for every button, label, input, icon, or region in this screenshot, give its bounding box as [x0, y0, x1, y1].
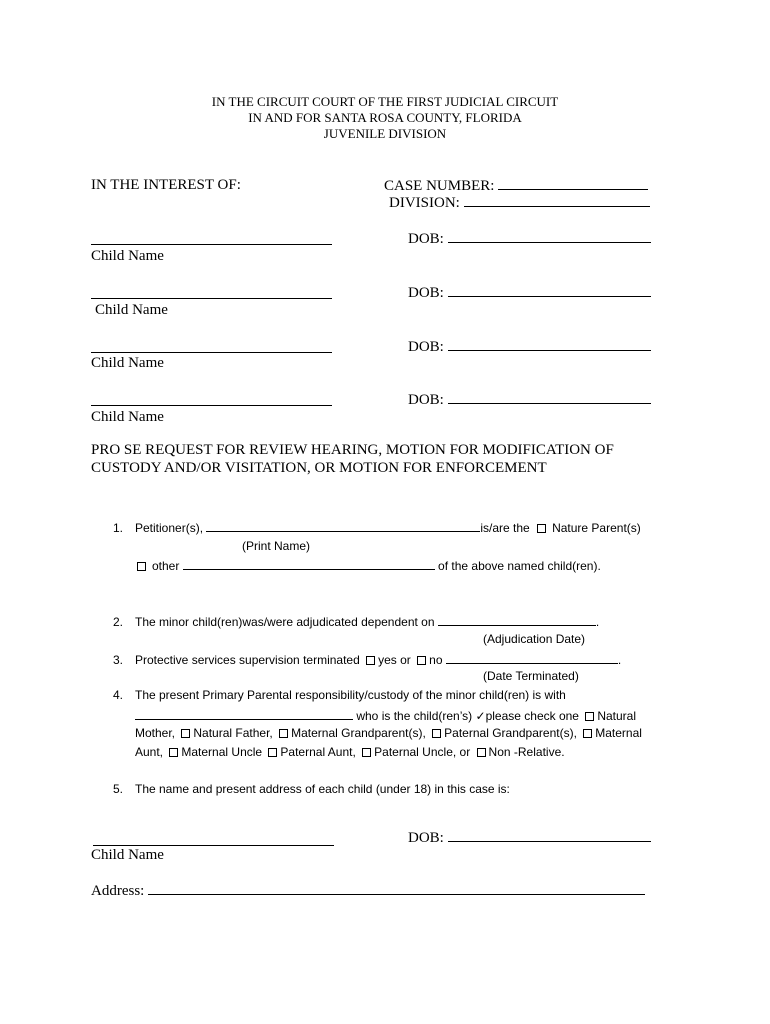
item-5-number: 5.: [113, 782, 124, 796]
court-header-line3: JUVENILE DIVISION: [323, 126, 447, 141]
item-4-line3: Mother, Natural Father, Maternal Grandparent(s), Paternal Grandparent(s), Maternal: [135, 726, 642, 740]
checkmark-icon: ✓: [475, 709, 486, 723]
item-1-number: 1.: [113, 521, 124, 535]
child-name-label-2: Child Name: [95, 302, 168, 318]
maternal-uncle-checkbox[interactable]: [169, 748, 178, 757]
item-2-number: 2.: [113, 615, 124, 629]
who-is-label: who is the child(ren’s): [356, 709, 473, 723]
dob-field-1[interactable]: [448, 230, 651, 243]
address-child-name-label: Child Name: [91, 847, 164, 863]
child-name-label-3: Child Name: [91, 355, 164, 371]
case-number-row: [384, 177, 648, 195]
maternal-aunt-checkbox[interactable]: [583, 729, 592, 738]
maternal-grandparent-label: Maternal Grandparent(s),: [291, 726, 426, 740]
maternal-uncle-label: Maternal Uncle: [181, 745, 263, 759]
no-label: no: [429, 653, 443, 667]
petitioner-name-field[interactable]: [206, 519, 480, 532]
address-dob-label: DOB:: [408, 830, 444, 846]
adjudication-date-caption: (Adjudication Date): [483, 632, 586, 646]
item-3-number: 3.: [113, 653, 124, 667]
case-number-label: CASE NUMBER:: [384, 178, 495, 194]
nature-parent-label: Nature Parent(s): [552, 521, 641, 535]
item-2: 2. The minor child(ren)was/were adjudicated dependent on .: [113, 615, 600, 629]
yes-or-label: yes or: [378, 653, 411, 667]
item-4-line2: who is the child(ren’s) ✓please check one Natural: [135, 707, 636, 723]
terminated-yes-checkbox[interactable]: [366, 656, 375, 665]
address-dob-row: [408, 829, 651, 847]
item-5: [113, 782, 510, 796]
paternal-uncle-label: Paternal Uncle, or: [374, 745, 471, 759]
dob-row-1: [408, 230, 651, 248]
item-1: [113, 519, 641, 535]
division-label: DIVISION:: [389, 195, 460, 211]
adjudication-date-field[interactable]: [438, 613, 596, 626]
termination-date-field[interactable]: [446, 651, 618, 664]
supervision-terminated-label: Protective services supervision terminated: [135, 653, 360, 667]
dob-row-2: [408, 284, 651, 302]
paternal-grandparent-label: Paternal Grandparent(s),: [444, 726, 577, 740]
dob-field-3[interactable]: [448, 338, 651, 351]
natural-father-label: Natural Father,: [193, 726, 273, 740]
address-field[interactable]: [148, 882, 645, 895]
maternal-grandparent-checkbox[interactable]: [279, 729, 288, 738]
document-title-line2: CUSTODY AND/OR VISITATION, OR MOTION FOR ENFORCEMENT: [91, 460, 547, 476]
custody-label: The present Primary Parental responsibility/custody of the minor child(ren) is with: [135, 688, 566, 702]
non-relative-label: Non -Relative.: [488, 745, 565, 759]
item-3: 3. Protective services supervision terminated yes or no .: [113, 653, 622, 667]
case-number-field[interactable]: [498, 177, 648, 190]
dob-field-2[interactable]: [448, 284, 651, 297]
dob-row-4: [408, 391, 651, 409]
dob-label-4: DOB:: [408, 392, 444, 408]
dob-field-4[interactable]: [448, 391, 651, 404]
item-4-number: 4.: [113, 688, 124, 702]
nature-parent-checkbox[interactable]: [537, 524, 546, 533]
item-1-other-row: [135, 557, 601, 573]
address-label: Address:: [91, 883, 145, 899]
address-dob-field[interactable]: [448, 829, 651, 842]
court-header-line2: IN AND FOR SANTA ROSA COUNTY, FLORIDA: [248, 110, 522, 125]
child-name-label-1: Child Name: [91, 248, 164, 264]
address-child-name-field[interactable]: [93, 845, 334, 846]
paternal-aunt-label: Paternal Aunt,: [280, 745, 356, 759]
child-name-field-4[interactable]: [91, 405, 332, 406]
adjudicated-label: The minor child(ren)was/were adjudicated dependent on: [135, 615, 435, 629]
non-relative-checkbox[interactable]: [477, 748, 486, 757]
dob-label-2: DOB:: [408, 285, 444, 301]
of-above-label: of the above named child(ren).: [438, 559, 601, 573]
other-relationship-field[interactable]: [183, 557, 435, 570]
dob-row-3: [408, 338, 651, 356]
paternal-grandparent-checkbox[interactable]: [432, 729, 441, 738]
child-name-label-4: Child Name: [91, 409, 164, 425]
document-title-line1: PRO SE REQUEST FOR REVIEW HEARING, MOTION FOR MODIFICATION OF: [91, 442, 614, 458]
paternal-uncle-checkbox[interactable]: [362, 748, 371, 757]
division-field[interactable]: [464, 194, 650, 207]
other-checkbox[interactable]: [137, 562, 146, 571]
custodian-name-field[interactable]: [135, 707, 353, 720]
please-check-label: please check one: [485, 709, 579, 723]
child-name-field-2[interactable]: [91, 298, 332, 299]
address-row: [91, 882, 645, 900]
petitioner-label: Petitioner(s),: [135, 521, 204, 535]
name-address-label: The name and present address of each child (under 18) in this case is:: [135, 782, 510, 796]
child-name-field-1[interactable]: [91, 244, 332, 245]
child-name-field-3[interactable]: [91, 352, 332, 353]
other-label: other: [152, 559, 180, 573]
court-header-line1: IN THE CIRCUIT COURT OF THE FIRST JUDICIAL CIRCUIT: [211, 94, 559, 109]
dob-label-3: DOB:: [408, 339, 444, 355]
natural-father-checkbox[interactable]: [181, 729, 190, 738]
print-name-caption: (Print Name): [242, 539, 311, 553]
dob-label-1: DOB:: [408, 231, 444, 247]
division-row: [389, 194, 650, 212]
item-4: [113, 688, 566, 702]
isare-label: is/are the: [480, 521, 530, 535]
item-4-line4: Aunt, Maternal Uncle Paternal Aunt, Paternal Uncle, or Non -Relative.: [135, 745, 565, 759]
natural-mother-checkbox[interactable]: [585, 712, 594, 721]
terminated-no-checkbox[interactable]: [417, 656, 426, 665]
in-the-interest-label: IN THE INTEREST OF:: [91, 177, 241, 193]
paternal-aunt-checkbox[interactable]: [268, 748, 277, 757]
termination-date-caption: (Date Terminated): [483, 669, 579, 683]
